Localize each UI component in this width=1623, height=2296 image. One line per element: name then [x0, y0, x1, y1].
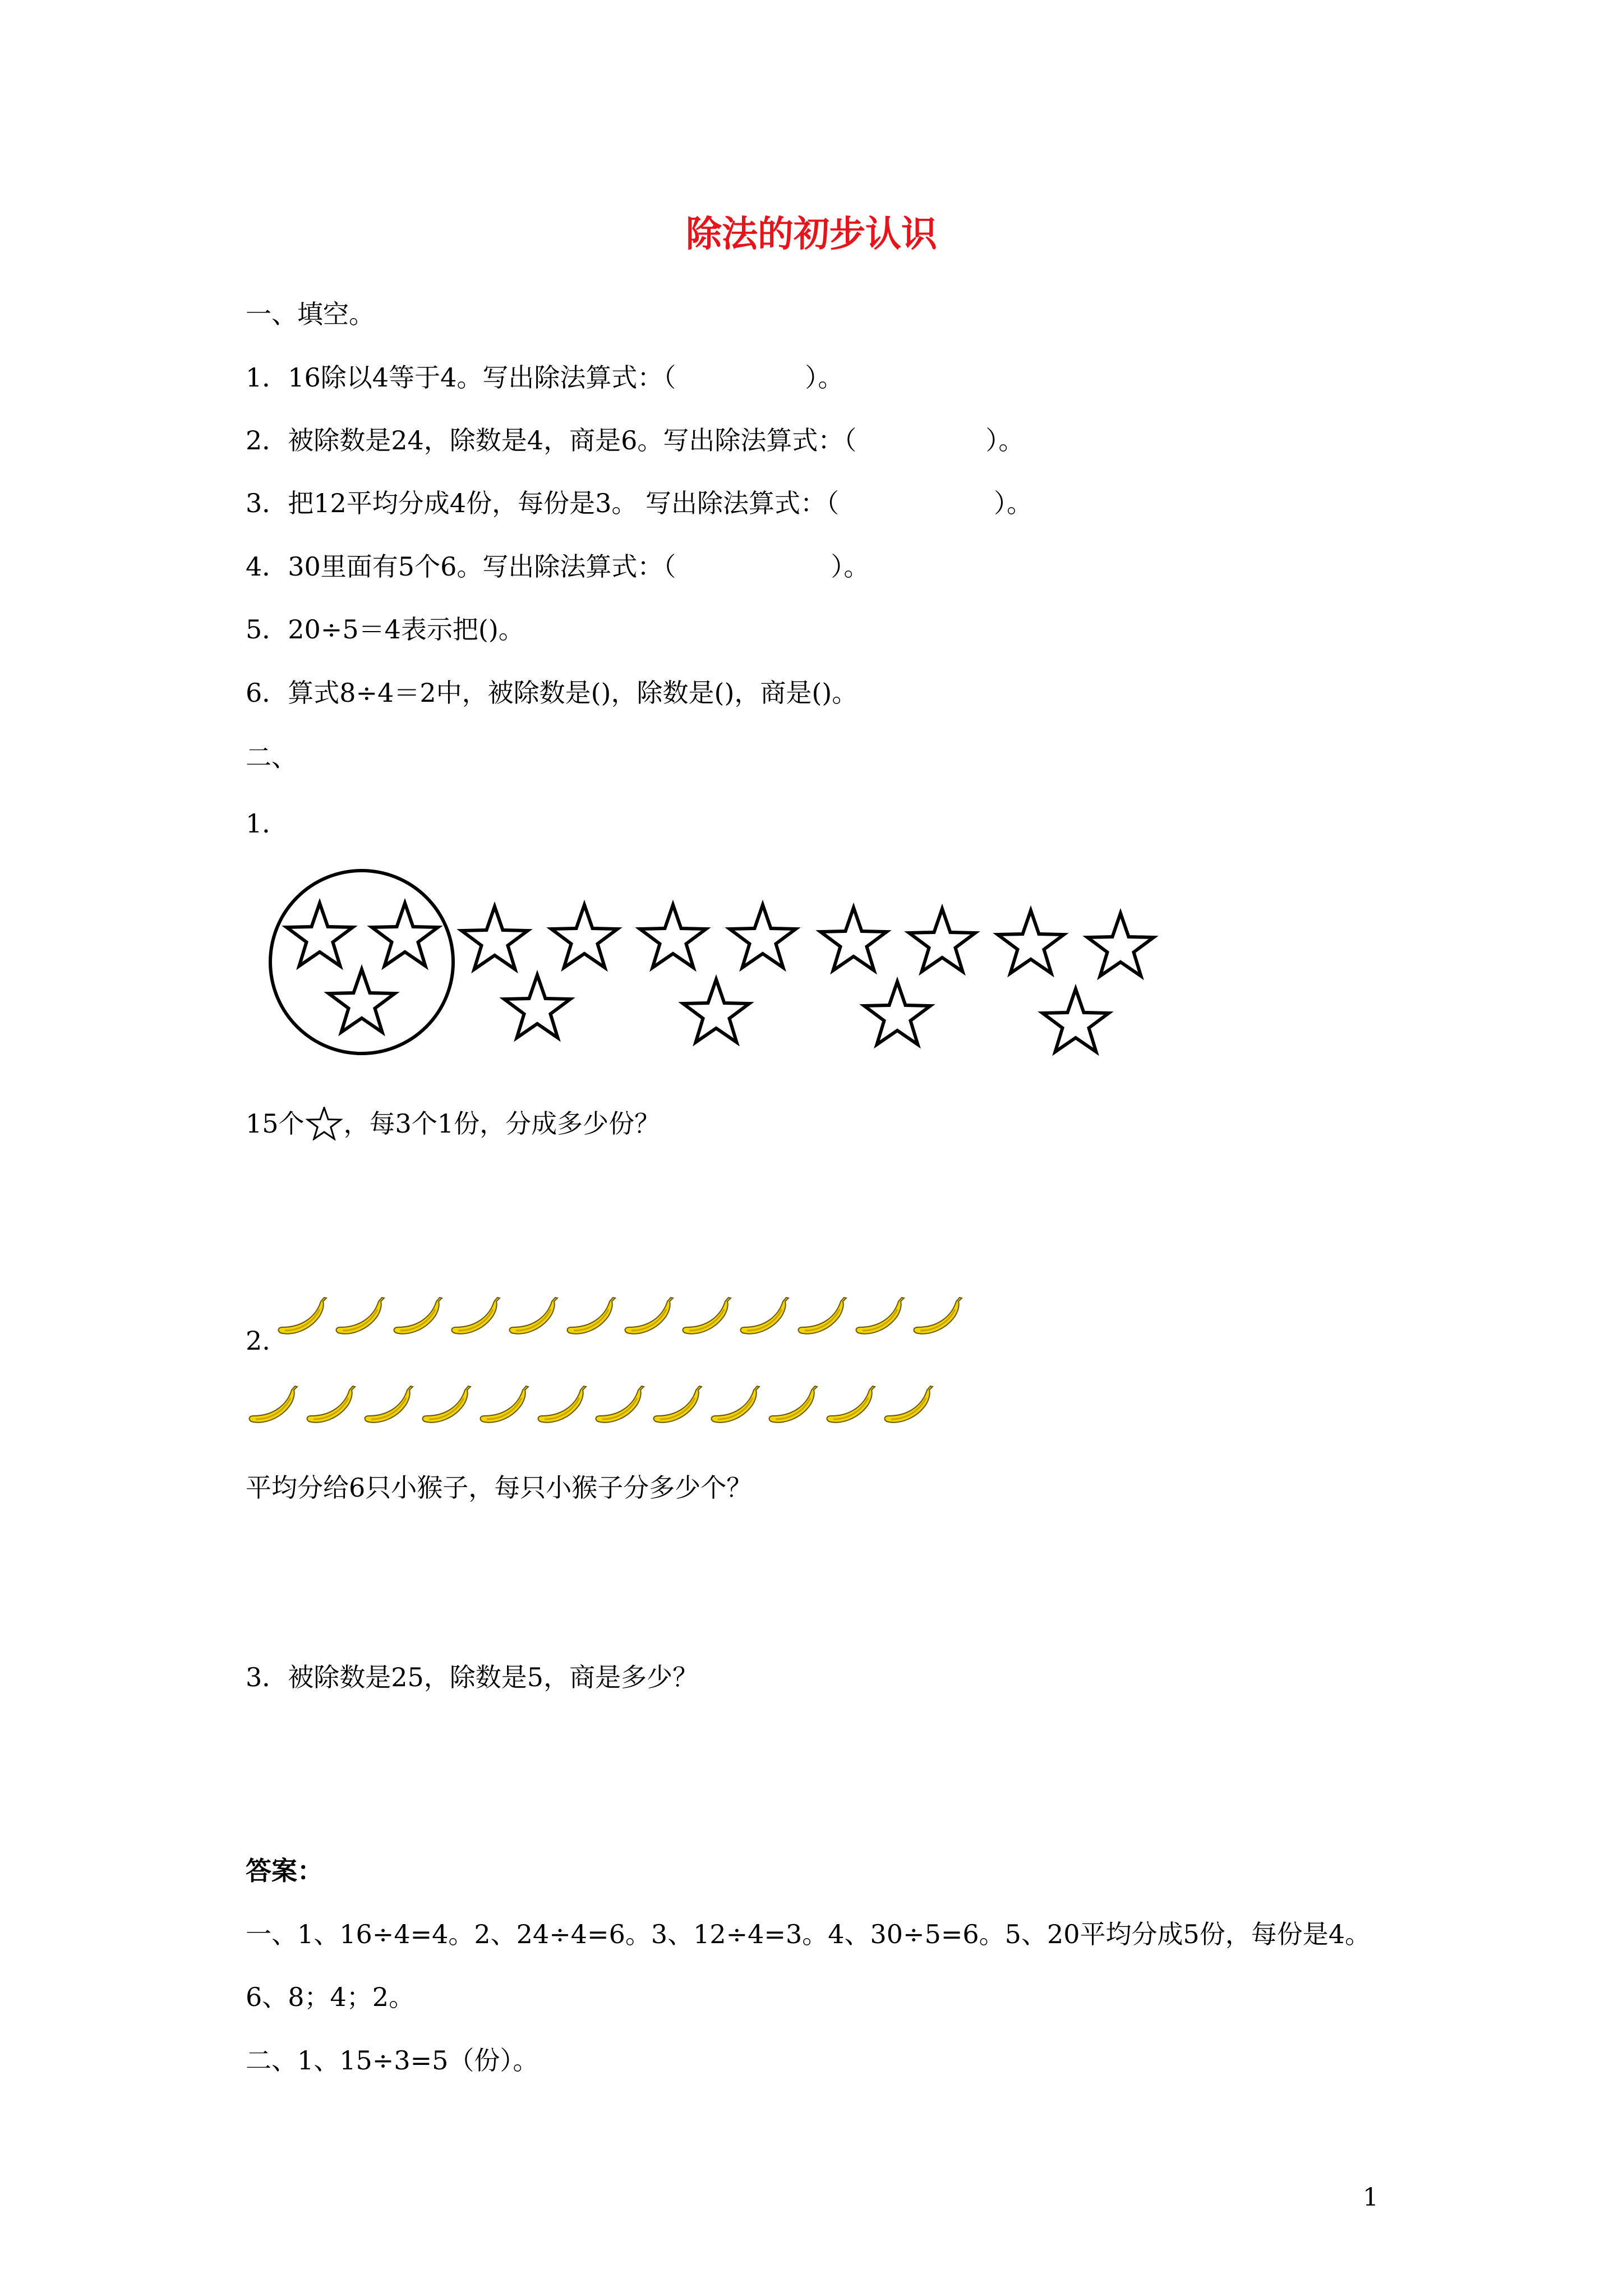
- question-1-text: [246, 1107, 660, 1140]
- page-number: 1: [1363, 2183, 1378, 2212]
- answer-line-2: 6、8；4；2。: [246, 1982, 415, 2012]
- banana-icon: [795, 1296, 849, 1341]
- question-3-text: 3．被除数是25，除数是5，商是多少？: [246, 1662, 699, 1692]
- page-title: 除法的初步认识: [686, 213, 937, 255]
- banana-row-2: [246, 1384, 939, 1429]
- banana-icon: [361, 1384, 415, 1429]
- star-icon: [1043, 989, 1109, 1052]
- banana-icon: [823, 1384, 877, 1429]
- question-1-number: 1．: [246, 808, 288, 839]
- star-icon: [909, 909, 975, 972]
- fill-blank-item-4: 4．30里面有5个6。写出除法算式：（ ）。: [246, 551, 870, 582]
- banana-icon: [564, 1296, 617, 1341]
- star-icon: [864, 982, 930, 1045]
- fill-blank-item-2: 2．被除数是24，除数是4，商是6。写出除法算式：（ ）。: [246, 425, 1025, 455]
- banana-icon: [477, 1384, 531, 1429]
- star-icon: [551, 905, 617, 968]
- star-icon: [730, 905, 796, 968]
- star-icon: [1087, 913, 1154, 976]
- fill-blank-item-6: 6．算式8÷4＝2中，被除数是()，除数是()，商是()。: [246, 678, 858, 708]
- banana-icon: [275, 1296, 329, 1341]
- question-1-count: 15个: [246, 1108, 305, 1139]
- star-icon: [287, 903, 353, 966]
- banana-icon: [766, 1384, 819, 1429]
- banana-icon: [246, 1384, 299, 1429]
- question-2-number: 2.: [246, 1326, 270, 1356]
- banana-icon: [679, 1296, 733, 1341]
- fill-blank-item-1: 1．16除以4等于4。写出除法算式：（ ）。: [246, 362, 844, 393]
- star-icon: [372, 903, 438, 966]
- banana-icon: [390, 1296, 444, 1341]
- star-icon: [820, 908, 887, 970]
- fill-blank-item-5: 5．20÷5＝4表示把()。: [246, 614, 524, 645]
- star-icon: [462, 907, 528, 969]
- fill-blank-item-3: 3．把12平均分成4份，每份是3。 写出除法算式：（ ）。: [246, 488, 1032, 518]
- star-icon: [504, 975, 570, 1038]
- question-1-prompt: ，每3个1份，分成多少份？: [343, 1108, 661, 1139]
- star-icon: [329, 969, 395, 1032]
- banana-icon: [852, 1296, 906, 1341]
- banana-icon: [506, 1296, 560, 1341]
- star-icon: [683, 979, 749, 1042]
- star-outline-icon: [305, 1107, 344, 1140]
- answer-line-3: 二、1、15÷3=5（份）。: [246, 2045, 539, 2076]
- answer-line-1: 一、1、16÷4=4。2、24÷4=6。3、12÷4=3。4、30÷5=6。5、20平均分成5份，每份是4。: [246, 1919, 1371, 1949]
- banana-icon: [621, 1296, 675, 1341]
- stars-figure: [264, 864, 1172, 1071]
- banana-icon: [333, 1296, 386, 1341]
- answers-heading: 答案：: [246, 1856, 323, 1886]
- section2-heading: 二、: [246, 742, 297, 772]
- question-2-text: 平均分给6只小猴子，每只小猴子分多少个？: [246, 1473, 753, 1503]
- banana-icon: [419, 1384, 473, 1429]
- banana-icon: [534, 1384, 588, 1429]
- banana-icon: [737, 1296, 791, 1341]
- star-icon: [998, 910, 1064, 973]
- banana-icon: [650, 1384, 704, 1429]
- banana-icon: [910, 1296, 964, 1341]
- banana-icon: [592, 1384, 646, 1429]
- banana-icon: [708, 1384, 762, 1429]
- banana-row-1: [275, 1296, 968, 1341]
- banana-icon: [448, 1296, 502, 1341]
- section1-heading: 一、填空。: [246, 299, 375, 329]
- banana-icon: [881, 1384, 935, 1429]
- banana-icon: [303, 1384, 357, 1429]
- star-icon: [640, 905, 706, 968]
